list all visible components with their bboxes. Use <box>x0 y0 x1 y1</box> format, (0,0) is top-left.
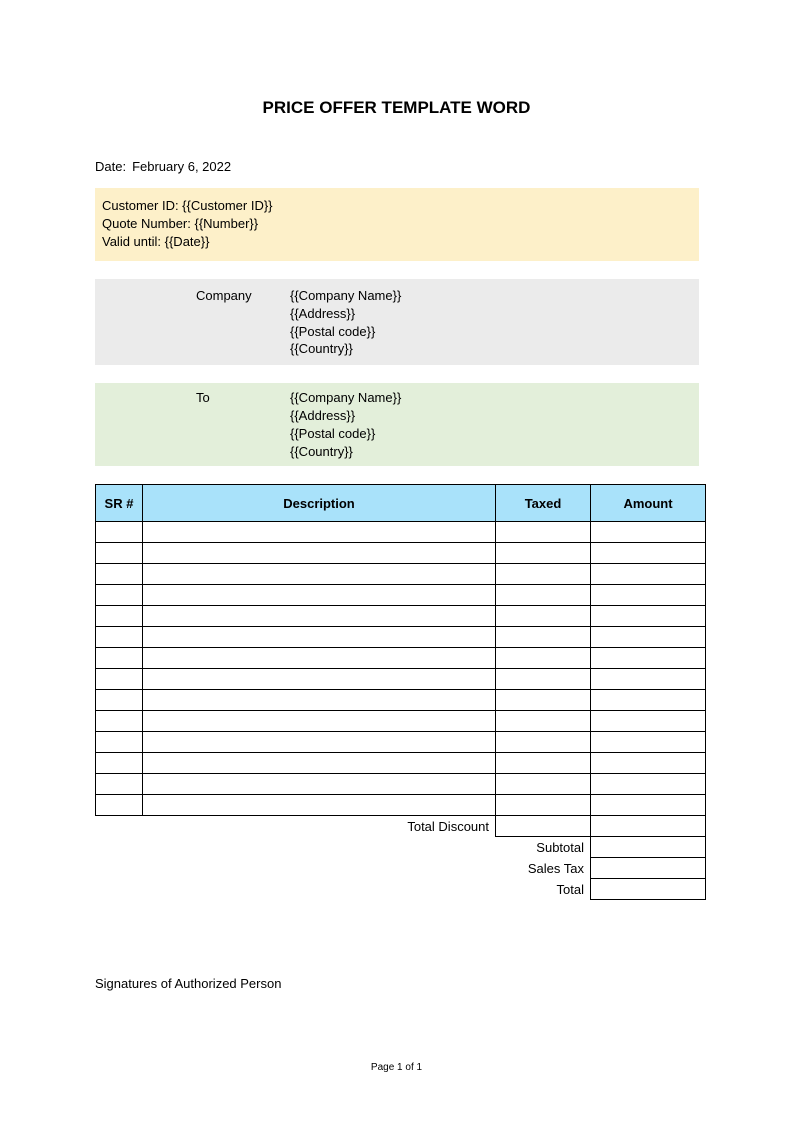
header-amount: Amount <box>591 485 706 522</box>
company-postal-code: {{Postal code}} <box>290 324 376 339</box>
to-postal-code: {{Postal code}} <box>290 426 376 441</box>
sales-tax-label: Sales Tax <box>527 860 584 876</box>
company-name: {{Company Name}} <box>290 288 402 303</box>
amount-cell[interactable] <box>591 732 706 753</box>
taxed-cell[interactable] <box>496 669 591 690</box>
header-description: Description <box>143 485 496 522</box>
taxed-cell[interactable] <box>496 585 591 606</box>
table-row <box>96 711 706 732</box>
total-discount-amount[interactable] <box>591 816 706 837</box>
table-row <box>96 648 706 669</box>
taxed-cell[interactable] <box>496 564 591 585</box>
amount-cell[interactable] <box>591 753 706 774</box>
document-title: PRICE OFFER TEMPLATE WORD <box>262 98 531 117</box>
taxed-cell[interactable] <box>496 774 591 795</box>
taxed-cell[interactable] <box>496 543 591 564</box>
table-row <box>96 669 706 690</box>
header-taxed: Taxed <box>496 485 591 522</box>
description-cell[interactable] <box>143 711 496 732</box>
date-line <box>95 159 231 174</box>
subtotal-amount[interactable] <box>591 837 706 858</box>
total-discount-row <box>96 816 706 837</box>
sr-cell[interactable] <box>96 753 143 774</box>
date-label: Date: <box>95 159 127 174</box>
taxed-cell[interactable] <box>496 711 591 732</box>
recipient-box <box>95 383 699 466</box>
description-cell[interactable] <box>143 648 496 669</box>
amount-cell[interactable] <box>591 795 706 816</box>
sales-tax-spacer <box>96 858 496 879</box>
sr-cell[interactable] <box>96 522 143 543</box>
amount-cell[interactable] <box>591 585 706 606</box>
amount-cell[interactable] <box>591 669 706 690</box>
table-row <box>96 774 706 795</box>
total-row <box>96 879 706 900</box>
table-row <box>96 606 706 627</box>
table-row <box>96 627 706 648</box>
total-amount[interactable] <box>591 879 706 900</box>
quote-number: Quote Number: {{Number}} <box>102 216 259 231</box>
subtotal-row <box>96 837 706 858</box>
description-cell[interactable] <box>143 774 496 795</box>
table-row <box>96 564 706 585</box>
table-row <box>96 732 706 753</box>
amount-cell[interactable] <box>591 627 706 648</box>
total-label: Total <box>556 881 584 897</box>
taxed-cell[interactable] <box>496 753 591 774</box>
table-row <box>96 543 706 564</box>
table-row <box>96 522 706 543</box>
description-cell[interactable] <box>143 627 496 648</box>
description-cell[interactable] <box>143 669 496 690</box>
taxed-cell[interactable] <box>496 732 591 753</box>
to-label: To <box>196 390 210 405</box>
to-company-name: {{Company Name}} <box>290 390 402 405</box>
total-spacer <box>96 879 496 900</box>
amount-cell[interactable] <box>591 543 706 564</box>
sr-cell[interactable] <box>96 669 143 690</box>
customer-id: Customer ID: {{Customer ID}} <box>102 198 273 213</box>
table-row <box>96 585 706 606</box>
subtotal-label: Subtotal <box>536 839 584 855</box>
sr-cell[interactable] <box>96 543 143 564</box>
sr-cell[interactable] <box>96 795 143 816</box>
signature-line: Signatures of Authorized Person <box>95 976 282 991</box>
items-table <box>95 484 706 900</box>
amount-cell[interactable] <box>591 648 706 669</box>
sr-cell[interactable] <box>96 627 143 648</box>
taxed-cell[interactable] <box>496 648 591 669</box>
table-header-row <box>96 485 706 522</box>
total-discount-label: Total Discount <box>407 818 489 834</box>
sales-tax-row <box>96 858 706 879</box>
sr-cell[interactable] <box>96 585 143 606</box>
items-body <box>96 522 706 816</box>
sr-cell[interactable] <box>96 564 143 585</box>
amount-cell[interactable] <box>591 774 706 795</box>
description-cell[interactable] <box>143 522 496 543</box>
company-country: {{Country}} <box>290 341 353 356</box>
description-cell[interactable] <box>143 690 496 711</box>
amount-cell[interactable] <box>591 564 706 585</box>
sr-cell[interactable] <box>96 774 143 795</box>
taxed-cell[interactable] <box>496 795 591 816</box>
sr-cell[interactable] <box>96 711 143 732</box>
amount-cell[interactable] <box>591 606 706 627</box>
description-cell[interactable] <box>143 753 496 774</box>
company-box <box>95 279 699 365</box>
sr-cell[interactable] <box>96 606 143 627</box>
sr-cell[interactable] <box>96 648 143 669</box>
description-cell[interactable] <box>143 795 496 816</box>
table-row <box>96 795 706 816</box>
table-row <box>96 753 706 774</box>
page-footer: Page 1 of 1 <box>370 1062 423 1073</box>
description-cell[interactable] <box>143 606 496 627</box>
header-sr: SR # <box>96 485 143 522</box>
sales-tax-amount[interactable] <box>591 858 706 879</box>
amount-cell[interactable] <box>591 522 706 543</box>
description-cell[interactable] <box>143 732 496 753</box>
quote-info-box <box>95 188 699 261</box>
date-value: February 6, 2022 <box>132 159 232 174</box>
to-country: {{Country}} <box>290 444 353 459</box>
sr-cell[interactable] <box>96 690 143 711</box>
description-cell[interactable] <box>143 564 496 585</box>
company-address: {{Address}} <box>290 306 356 321</box>
sr-cell[interactable] <box>96 732 143 753</box>
taxed-cell[interactable] <box>496 627 591 648</box>
valid-until: Valid until: {{Date}} <box>102 234 210 249</box>
taxed-cell[interactable] <box>496 690 591 711</box>
taxed-cell[interactable] <box>496 606 591 627</box>
amount-cell[interactable] <box>591 690 706 711</box>
to-address: {{Address}} <box>290 408 356 423</box>
company-label: Company <box>196 288 252 303</box>
taxed-cell[interactable] <box>496 522 591 543</box>
description-cell[interactable] <box>143 543 496 564</box>
table-row <box>96 690 706 711</box>
subtotal-spacer <box>96 837 496 858</box>
description-cell[interactable] <box>143 585 496 606</box>
amount-cell[interactable] <box>591 711 706 732</box>
total-discount-cell[interactable] <box>496 816 591 837</box>
